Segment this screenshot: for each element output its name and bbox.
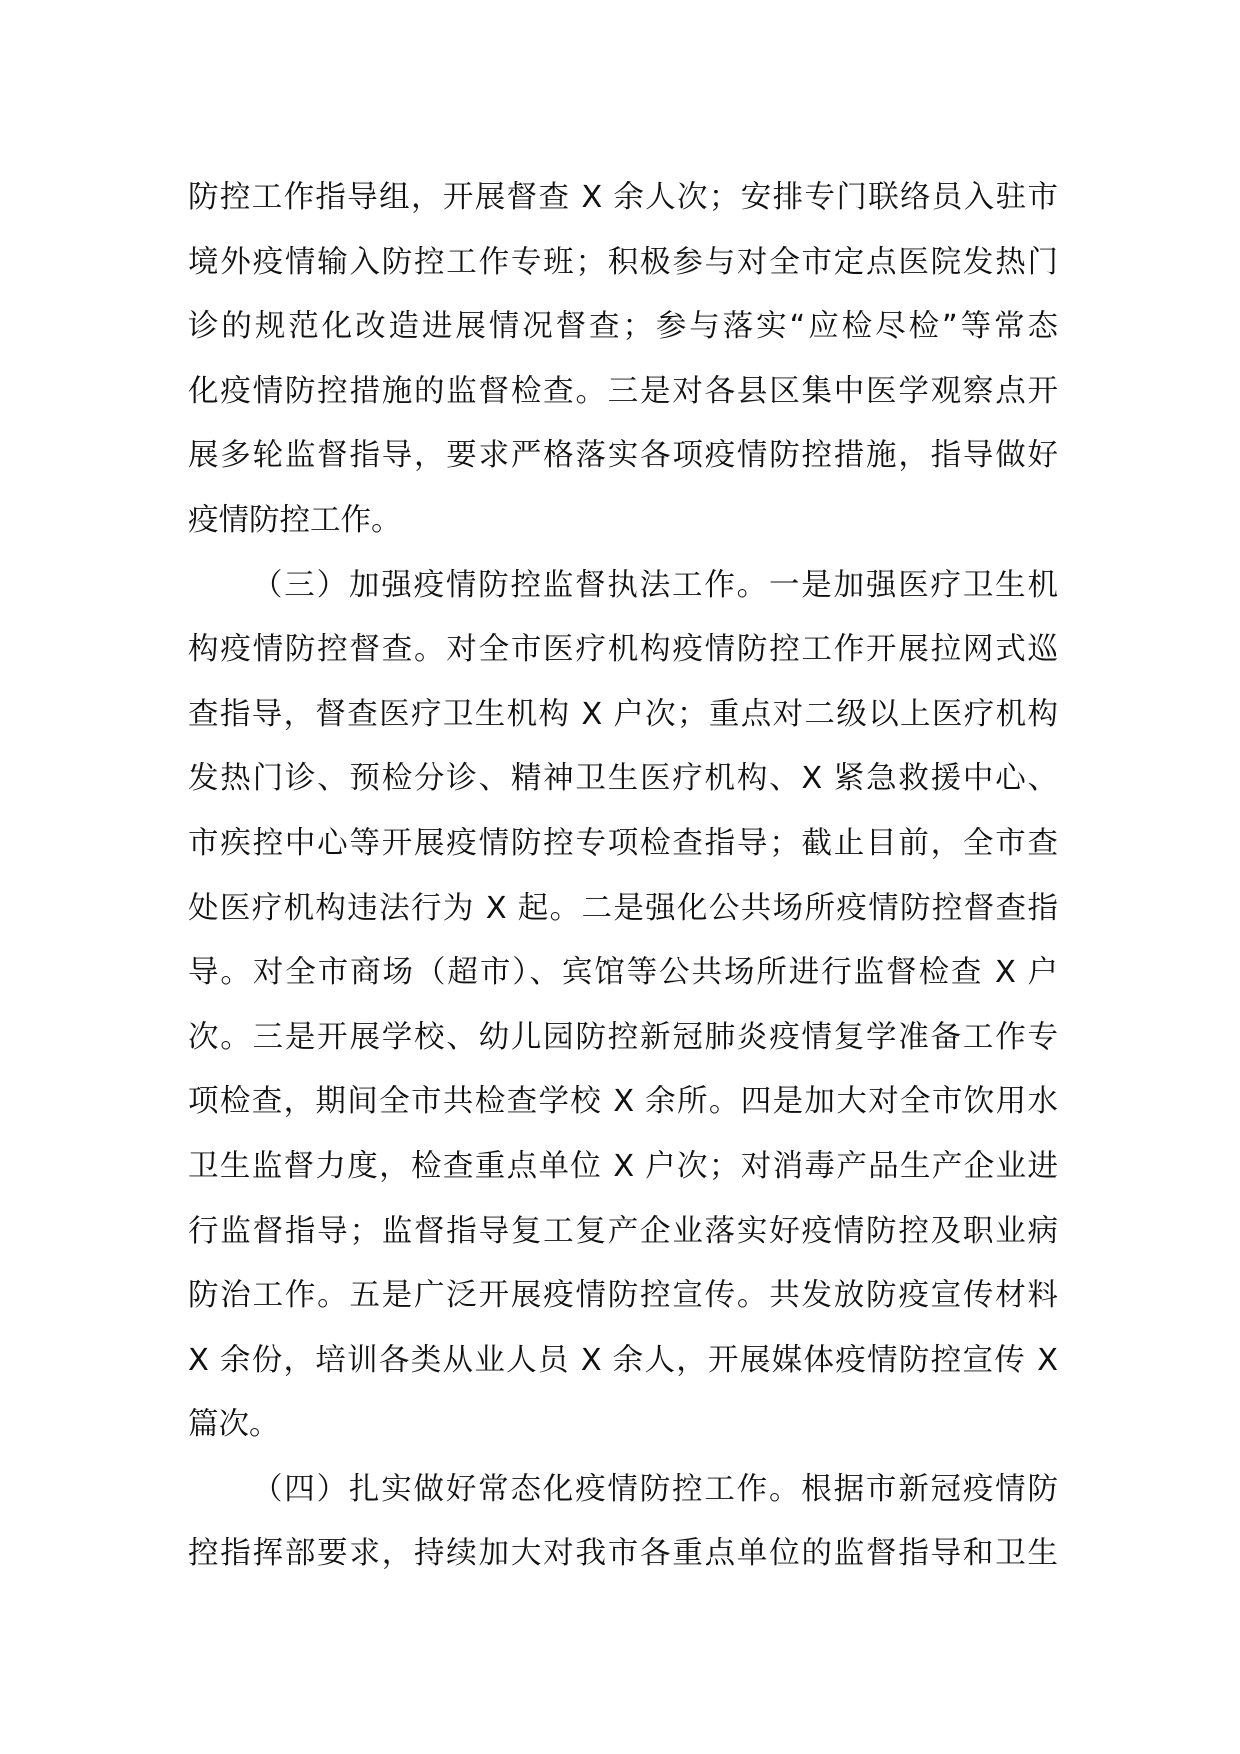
text-line: 处医疗机构违法行为 X 起。二是强化公共场所疫情防控督查指	[188, 890, 1058, 926]
text-line: 防控工作指导组，开展督查 X 余人次；安排专门联络员入驻市	[188, 180, 1058, 215]
text-line: 控指挥部要求，持续加大对我市各重点单位的监督指导和卫生	[188, 1536, 1058, 1572]
text-line: 次。三是开展学校、幼儿园防控新冠肺炎疫情复学准备工作专	[188, 1019, 1058, 1055]
text-line: 展多轮监督指导，要求严格落实各项疫情防控措施，指导做好	[188, 438, 1058, 474]
body-text	[188, 166, 1058, 1587]
text-line: 诊的规范化改造进展情况督查；参与落实“应检尽检”等常态	[188, 309, 1058, 345]
text-line: 查指导，督查医疗卫生机构 X 户次；重点对二级以上医疗机构	[188, 696, 1058, 732]
text-line: 篇次。	[188, 1407, 280, 1443]
text-line: 市疾控中心等开展疫情防控专项检查指导；截止目前，全市查	[188, 825, 1058, 861]
text-line: 行监督指导；监督指导复工复产企业落实好疫情防控及职业病	[188, 1213, 1058, 1249]
text-line: 卫生监督力度，检查重点单位 X 户次；对消毒产品生产企业进	[188, 1148, 1058, 1184]
text-line: 防治工作。五是广泛开展疫情防控宣传。共发放防疫宣传材料	[188, 1278, 1058, 1314]
text-line: 导。对全市商场（超市）、宾馆等公共场所进行监督检查 X 户	[188, 955, 1058, 991]
paragraph-first-line: （三）加强疫情防控监督执法工作。一是加强医疗卫生机	[252, 567, 1058, 603]
text-line: 发热门诊、预检分诊、精神卫生医疗机构、X 紧急救援中心、	[188, 761, 1058, 797]
text-line: 构疫情防控督查。对全市医疗机构疫情防控工作开展拉网式巡	[188, 632, 1058, 668]
text-line: X 余份，培训各类从业人员 X 余人，开展媒体疫情防控宣传 X	[188, 1342, 1058, 1378]
text-line: 项检查，期间全市共检查学校 X 余所。四是加大对全市饮用水	[188, 1084, 1058, 1120]
text-line: 境外疫情输入防控工作专班；积极参与对全市定点医院发热门	[188, 244, 1058, 280]
text-line: 疫情防控工作。	[188, 502, 402, 538]
text-line: 化疫情防控措施的监督检查。三是对各县区集中医学观察点开	[188, 373, 1058, 409]
paragraph-first-line: （四）扎实做好常态化疫情防控工作。根据市新冠疫情防	[252, 1471, 1058, 1507]
